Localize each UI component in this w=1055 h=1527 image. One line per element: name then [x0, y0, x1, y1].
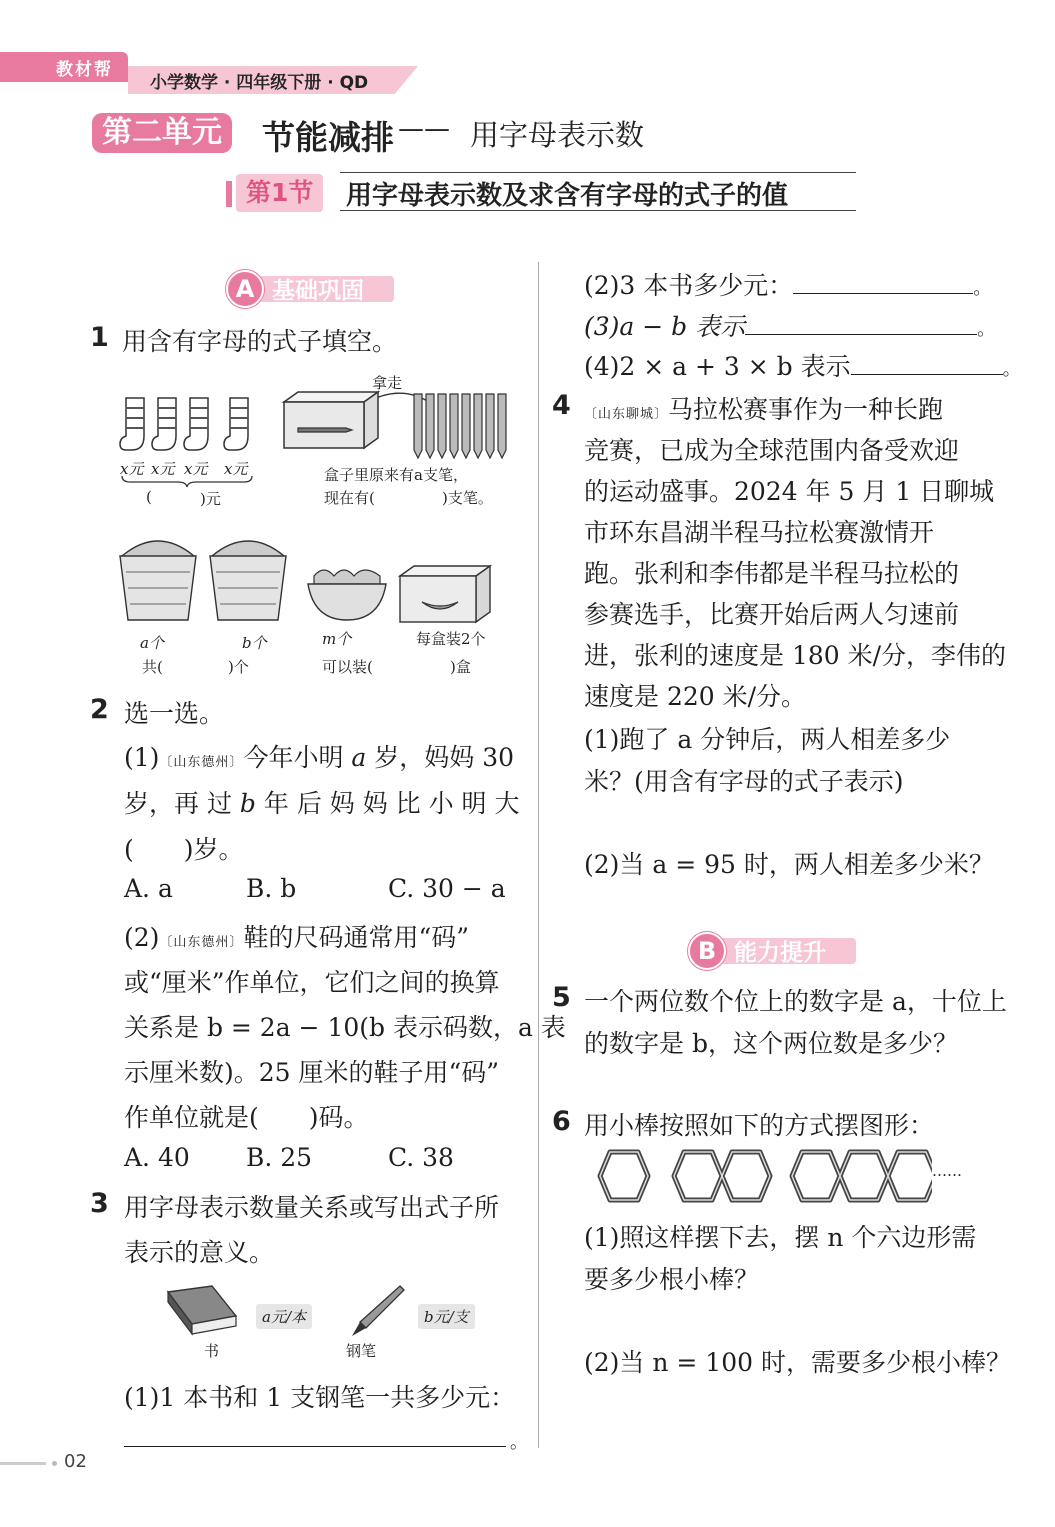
q2-text: 选一选。: [124, 699, 225, 728]
q2-p2-option-a[interactable]: A. 40: [124, 1143, 190, 1172]
header-brand: 教材帮: [56, 60, 113, 80]
q3-p4: (4)2 × a + 3 × b 表示 。: [584, 352, 1021, 381]
q6-text: 用小棒按照如下的方式摆图形：: [584, 1111, 935, 1140]
q1-text: 用含有字母的式子填空。: [122, 327, 398, 356]
part-b-heading: [688, 932, 856, 968]
q4-line4: 市环东昌湖半程马拉松赛激情开: [584, 518, 935, 547]
q2-p1-line3: ( )岁。: [124, 835, 244, 864]
q3-p1-answer-blank[interactable]: [124, 1446, 506, 1447]
q4-p2: (2)当 a = 95 时，两人相差多少米？: [584, 850, 994, 879]
part-b-label: 能力提升: [734, 940, 826, 966]
pen-line-2-open: 现在有(: [324, 489, 375, 507]
banana-can-close: )盒: [450, 658, 471, 676]
part-a-letter: A: [226, 270, 264, 308]
section-title-rule-top: [340, 172, 856, 173]
book-price-tag: a元/本: [256, 1304, 312, 1329]
q3-number: 3: [90, 1188, 109, 1219]
book-label: 书: [204, 1342, 220, 1360]
q5-number: 5: [552, 982, 571, 1013]
footer-rule: [0, 1462, 46, 1465]
q3-line1: 用字母表示数量关系或写出式子所: [124, 1193, 500, 1222]
banana-m-label: m个: [322, 630, 352, 648]
unit-subtitle: 用字母表示数: [470, 118, 645, 152]
q2-p2-line4: 示厘米数)。25 厘米的鞋子用“码”: [124, 1058, 500, 1087]
sock-price-1: x元: [120, 460, 144, 478]
q1-number: 1: [90, 322, 109, 353]
basket-icon: [120, 541, 286, 620]
unit-title: 节能减排: [262, 118, 394, 157]
q6-p1-line1: (1)照这样摆下去，摆 n 个六边形需: [584, 1223, 977, 1252]
footer-dot: [52, 1461, 57, 1466]
sock-price-4: x元: [224, 460, 248, 478]
pen-line-1: 盒子里原来有a支笔，: [324, 466, 468, 484]
sock-icon: [120, 398, 248, 450]
q3-p4-answer-blank[interactable]: [851, 374, 1003, 375]
q3-p2-answer-blank[interactable]: [793, 293, 973, 294]
q5-line1: 一个两位数个位上的数字是 a，十位上: [584, 987, 1007, 1016]
q2-p2-line3: 关系是 b = 2a − 10(b 表示码数，a 表: [124, 1013, 566, 1042]
q2-p2-option-c[interactable]: C. 38: [388, 1143, 454, 1172]
q2-p2-option-b[interactable]: B. 25: [246, 1143, 313, 1172]
q2-p2-line2: 或“厘米”作单位，它们之间的换算: [124, 968, 500, 997]
q2-p1-option-c[interactable]: C. 30 − a: [388, 874, 506, 903]
book-icon: [164, 1282, 240, 1338]
q6-p1-line2: 要多少根小棒？: [584, 1265, 760, 1294]
pencils-icon: [414, 394, 506, 458]
q3-p2: (2)3 本书多少元： 。: [584, 271, 992, 300]
section-ribbon-mark: [226, 181, 232, 207]
part-a-heading: [226, 270, 394, 306]
sock-brace: [120, 474, 254, 488]
q4-number: 4: [552, 390, 571, 421]
q4-line7: 进，张利的速度是 180 米/分，李伟的: [584, 641, 1007, 670]
column-divider: [538, 262, 539, 1448]
hexagon-sticks-illustration: [596, 1148, 932, 1204]
q4-line8: 速度是 220 米/分。: [584, 682, 807, 711]
fountain-pen-icon: [344, 1282, 406, 1338]
q3-line2: 表示的意义。: [124, 1238, 275, 1267]
q4-line3: 的运动盛事。2024 年 5 月 1 日聊城: [584, 477, 995, 506]
q2-p1-line2: 岁，再 过 b 年 后 妈 妈 比 小 明 大: [124, 789, 520, 818]
q2-p1-line1: (1)〔山东德州〕今年小明 a 岁，妈妈 30: [124, 743, 515, 772]
pen-line-2-close: )支笔。: [442, 489, 493, 507]
basket-b-label: b个: [242, 634, 267, 652]
sock-price-2: x元: [151, 460, 175, 478]
baskets-illustration: [116, 526, 296, 626]
q4-p1-line2: 米？(用含有字母的式子表示): [584, 767, 904, 796]
q2-p2-line1: (2)〔山东德州〕鞋的尺码通常用“码”: [124, 923, 469, 952]
q2-p1-option-a[interactable]: A. a: [124, 874, 173, 903]
basket-a-label: a个: [140, 634, 164, 652]
header-book-title: 小学数学 · 四年级下册 · QD: [150, 73, 369, 93]
banana-box-illustration: [398, 562, 494, 628]
sock-total-open: (: [146, 488, 152, 506]
q4-line1: 〔山东聊城〕马拉松赛事作为一种长跑: [584, 395, 944, 424]
basket-total-open: 共(: [142, 658, 163, 676]
pen-box-illustration: [280, 384, 524, 466]
q4-line5: 跑。张利和李伟都是半程马拉松的: [584, 559, 960, 588]
part-b-letter: B: [688, 932, 726, 970]
hexagon-ellipsis: ……: [932, 1162, 962, 1180]
section-badge: 第1节: [236, 174, 323, 212]
q6-p2: (2)当 n = 100 时，需要多少根小棒？: [584, 1348, 1011, 1377]
q3-p1: (1)1 本书和 1 支钢笔一共多少元：: [124, 1383, 516, 1412]
q6-number: 6: [552, 1106, 571, 1137]
banana-box-label: 每盒装2个: [416, 630, 486, 648]
pen-label: 钢笔: [346, 1342, 377, 1360]
q3-p3: (3)a − b 表示 。: [584, 312, 996, 341]
q4-line2: 竞赛，已成为全球范围内备受欢迎: [584, 436, 960, 465]
q4-p1-line1: (1)跑了 a 分钟后，两人相差多少: [584, 725, 951, 754]
banana-icon: [314, 570, 380, 584]
q2-number: 2: [90, 694, 109, 725]
q3-p1-period: 。: [510, 1432, 528, 1453]
page-number: 02: [64, 1451, 87, 1472]
q3-p3-answer-blank[interactable]: [745, 334, 977, 335]
q2-p2-line5: 作单位就是( )码。: [124, 1103, 369, 1132]
unit-dash: ——: [398, 114, 450, 144]
socks-illustration: [118, 394, 258, 458]
pen-icon: [298, 428, 352, 432]
basket-total-close: )个: [228, 658, 249, 676]
q4-line6: 参赛选手，比赛开始后两人匀速前: [584, 600, 960, 629]
sock-price-3: x元: [184, 460, 208, 478]
take-away-label: 拿走: [372, 374, 403, 392]
banana-bowl-illustration: [306, 560, 388, 624]
section-title: 用字母表示数及求含有字母的式子的值: [346, 181, 789, 211]
sock-total-close: )元: [200, 490, 221, 508]
banana-can-open: 可以装(: [322, 658, 373, 676]
unit-badge: 第二单元: [92, 113, 232, 153]
part-a-label: 基础巩固: [272, 278, 364, 304]
box-icon: [284, 392, 378, 448]
pen-price-tag: b元/支: [418, 1304, 475, 1329]
q2-p1-option-b[interactable]: B. b: [246, 874, 297, 903]
q5-line2: 的数字是 b，这个两位数是多少？: [584, 1029, 958, 1058]
